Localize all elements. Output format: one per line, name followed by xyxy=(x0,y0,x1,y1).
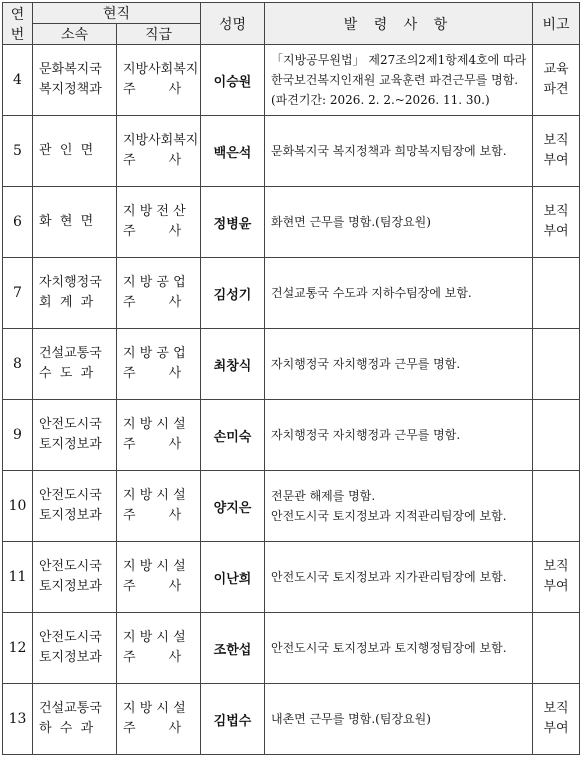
note-cell xyxy=(533,471,580,542)
row-number: 9 xyxy=(3,400,33,471)
rank-text: 주 사 xyxy=(123,437,182,452)
row-number: 6 xyxy=(3,187,33,258)
rank-cell xyxy=(117,45,201,116)
rank-cell xyxy=(117,613,201,684)
department-text: 화 현 면 xyxy=(39,214,94,229)
note-text: 파견 xyxy=(543,82,569,97)
department-text: 안전도시국 xyxy=(39,417,102,432)
department-cell xyxy=(33,613,117,684)
note-cell xyxy=(533,258,580,329)
note-text: 교육 xyxy=(543,62,569,77)
note-cell xyxy=(533,613,580,684)
department-text: 토지정보과 xyxy=(39,437,102,452)
department-text: 토지정보과 xyxy=(39,650,102,665)
department-text: 건설교통국 xyxy=(39,346,102,361)
note-text: 보직 xyxy=(543,133,569,148)
note-cell xyxy=(533,400,580,471)
rank-text: 주 사 xyxy=(123,295,182,310)
rank-cell xyxy=(117,471,201,542)
name-cell: 정병윤 xyxy=(201,187,265,258)
rank-text: 지 방 시 설 xyxy=(123,488,186,503)
row-number: 7 xyxy=(3,258,33,329)
table-header xyxy=(3,3,580,45)
note-text: 보직 xyxy=(543,559,569,574)
table-row xyxy=(3,258,580,329)
action-text: 자치행정국 자치행정과 근무를 명함. xyxy=(271,428,461,442)
action-text: 「지방공무원법」 제27조의2제1항제4호에 따라 xyxy=(271,53,527,67)
row-number: 12 xyxy=(3,613,33,684)
rank-text: 지 방 시 설 xyxy=(123,559,186,574)
name-cell: 이난희 xyxy=(201,542,265,613)
rank-text: 주 사 xyxy=(123,650,182,665)
action-cell xyxy=(265,613,533,684)
name-cell: 김성기 xyxy=(201,258,265,329)
note-text: 부여 xyxy=(543,721,569,736)
personnel-table xyxy=(2,2,580,755)
rank-text: 지 방 시 설 xyxy=(123,630,186,645)
name-cell: 손미숙 xyxy=(201,400,265,471)
rank-text: 주 사 xyxy=(123,82,182,97)
note-text: 부여 xyxy=(543,153,569,168)
action-text: 한국보건복지인재원 교육훈련 파견근무를 명함. xyxy=(271,73,519,87)
note-text: 보직 xyxy=(543,204,569,219)
name-cell: 김법수 xyxy=(201,684,265,755)
department-cell xyxy=(33,542,117,613)
action-cell xyxy=(265,116,533,187)
row-number: 8 xyxy=(3,329,33,400)
note-cell xyxy=(533,684,580,755)
department-text: 하 수 과 xyxy=(39,721,94,736)
rank-text: 주 사 xyxy=(123,153,182,168)
department-text: 안전도시국 xyxy=(39,488,102,503)
rank-cell xyxy=(117,116,201,187)
rank-text: 지 방 시 설 xyxy=(123,701,186,716)
name-cell: 최창식 xyxy=(201,329,265,400)
rank-text: 지 방 공 업 xyxy=(123,346,186,361)
rank-cell xyxy=(117,542,201,613)
rank-cell xyxy=(117,187,201,258)
rank-text: 주 사 xyxy=(123,508,182,523)
department-text: 관 인 면 xyxy=(39,143,94,158)
row-number: 10 xyxy=(3,471,33,542)
rank-text: 주 사 xyxy=(123,224,182,239)
rank-cell xyxy=(117,400,201,471)
action-cell xyxy=(265,187,533,258)
rank-text: 지 방 전 산 xyxy=(123,204,186,219)
name-cell: 양지은 xyxy=(201,471,265,542)
department-cell xyxy=(33,258,117,329)
action-cell xyxy=(265,542,533,613)
row-number: 11 xyxy=(3,542,33,613)
table-row xyxy=(3,116,580,187)
note-text: 부여 xyxy=(543,579,569,594)
department-cell xyxy=(33,116,117,187)
department-cell xyxy=(33,684,117,755)
rank-text: 지방사회복지 xyxy=(123,133,199,148)
action-cell xyxy=(265,258,533,329)
rank-text: 주 사 xyxy=(123,579,182,594)
department-cell xyxy=(33,400,117,471)
row-number: 5 xyxy=(3,116,33,187)
department-text: 건설교통국 xyxy=(39,701,102,716)
note-cell xyxy=(533,187,580,258)
table-row xyxy=(3,471,580,542)
department-text: 안전도시국 xyxy=(39,630,102,645)
action-text: 건설교통국 수도과 지하수팀장에 보함. xyxy=(271,286,472,300)
note-text: 보직 xyxy=(543,701,569,716)
department-text: 회 계 과 xyxy=(39,295,94,310)
header-current: 현직 xyxy=(33,3,201,24)
department-text: 복지정책과 xyxy=(39,82,102,97)
header-action: 발 령 사 항 xyxy=(265,3,533,45)
action-text: 내촌면 근무를 명함.(팀장요원) xyxy=(271,712,431,726)
department-text: 자치행정국 xyxy=(39,275,102,290)
action-text: 전문관 해제를 명함. xyxy=(271,489,376,503)
action-text: 안전도시국 토지정보과 지가관리팀장에 보함. xyxy=(271,570,507,584)
rank-text: 주 사 xyxy=(123,366,182,381)
rank-cell xyxy=(117,684,201,755)
note-cell xyxy=(533,116,580,187)
header-no: 연 번 xyxy=(3,3,33,45)
name-cell: 조한섭 xyxy=(201,613,265,684)
note-cell xyxy=(533,542,580,613)
department-text: 문화복지국 xyxy=(39,62,102,77)
department-cell xyxy=(33,45,117,116)
header-note: 비고 xyxy=(533,3,580,45)
action-cell xyxy=(265,329,533,400)
table-row xyxy=(3,542,580,613)
note-text: 부여 xyxy=(543,224,569,239)
note-cell xyxy=(533,45,580,116)
table-row xyxy=(3,329,580,400)
table-row xyxy=(3,187,580,258)
row-number: 13 xyxy=(3,684,33,755)
rank-text: 주 사 xyxy=(123,721,182,736)
department-text: 수 도 과 xyxy=(39,366,94,381)
table-row xyxy=(3,613,580,684)
table-row xyxy=(3,400,580,471)
action-text: 화현면 근무를 명함.(팀장요원) xyxy=(271,215,431,229)
header-dept: 소속 xyxy=(33,24,117,45)
action-text: 안전도시국 토지정보과 토지행정팀장에 보함. xyxy=(271,641,507,655)
table-row xyxy=(3,684,580,755)
rank-cell xyxy=(117,258,201,329)
name-cell: 이승원 xyxy=(201,45,265,116)
rank-text: 지방사회복지 xyxy=(123,62,199,77)
department-cell xyxy=(33,471,117,542)
department-cell xyxy=(33,329,117,400)
name-cell: 백은석 xyxy=(201,116,265,187)
department-text: 안전도시국 xyxy=(39,559,102,574)
table-body xyxy=(3,45,580,755)
department-text: 토지정보과 xyxy=(39,508,102,523)
action-text: (파견기간: 2026. 2. 2.~2026. 11. 30.) xyxy=(271,93,490,107)
department-cell xyxy=(33,187,117,258)
action-cell xyxy=(265,684,533,755)
action-cell xyxy=(265,400,533,471)
action-text: 자치행정국 자치행정과 근무를 명함. xyxy=(271,357,461,371)
action-text: 문화복지국 복지정책과 희망복지팀장에 보함. xyxy=(271,144,507,158)
header-rank: 직급 xyxy=(117,24,201,45)
rank-text: 지 방 공 업 xyxy=(123,275,186,290)
row-number: 4 xyxy=(3,45,33,116)
action-text: 안전도시국 토지정보과 지적관리팀장에 보함. xyxy=(271,509,507,523)
rank-cell xyxy=(117,329,201,400)
action-cell xyxy=(265,471,533,542)
rank-text: 지 방 시 설 xyxy=(123,417,186,432)
header-name: 성명 xyxy=(201,3,265,45)
action-cell xyxy=(265,45,533,116)
department-text: 토지정보과 xyxy=(39,579,102,594)
note-cell xyxy=(533,329,580,400)
table-row xyxy=(3,45,580,116)
